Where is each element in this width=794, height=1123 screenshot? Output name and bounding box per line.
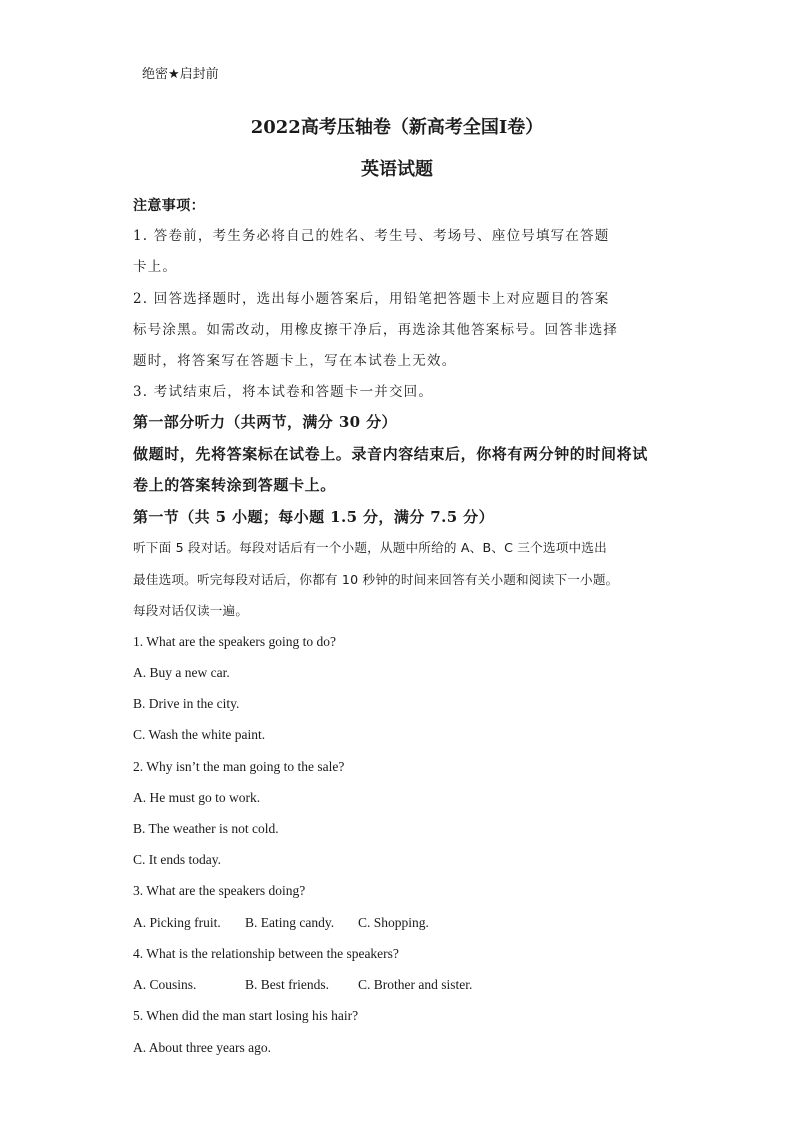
question-4-stem: 4. What is the relationship between the speakers? (133, 946, 399, 961)
question-2-option-a: A. He must go to work. (133, 790, 261, 805)
question-3-options (133, 914, 429, 932)
question-2-option-b: B. The weather is not cold. (133, 821, 279, 836)
part1-instruction-line-1: 做题时，先将答案标在试卷上。录音内容结束后，你将有两分钟的时间将试 (133, 445, 648, 463)
question-4-option-b: B. Best friends. (245, 977, 329, 992)
section1-line-1: 听下面 5 段对话。每段对话后有一个小题，从题中所给的 A、B、C 三个选项中选出 (133, 540, 607, 555)
question-1-option-b: B. Drive in the city. (133, 696, 240, 711)
question-5-stem: 5. When did the man start losing his hair? (133, 1008, 359, 1023)
notice-item-2-line-1: 2. 回答选择题时，选出每小题答案后，用铅笔把答题卡上对应题目的答案 (133, 291, 610, 307)
notice-item-2-line-3: 题时，将答案写在答题卡上，写在本试卷上无效。 (133, 353, 457, 369)
question-1-stem: 1. What are the speakers going to do? (133, 634, 336, 649)
notice-item-2-line-2: 标号涂黑。如需改动，用橡皮擦干净后，再选涂其他答案标号。回答非选择 (133, 322, 619, 338)
section1-line-3: 每段对话仅读一遍。 (133, 603, 249, 618)
part1-instruction-line-2: 卷上的答案转涂到答题卡上。 (133, 476, 336, 494)
question-5-option-a: A. About three years ago. (133, 1040, 271, 1055)
question-4-option-a: A. Cousins. (133, 977, 197, 992)
question-2-stem: 2. Why isn’t the man going to the sale? (133, 759, 345, 774)
notice-heading: 注意事项： (133, 198, 205, 214)
notice-item-1-line-2: 卡上。 (133, 259, 178, 275)
exam-title: 2022高考压轴卷（新高考全国I卷） (250, 117, 544, 138)
question-3-option-c: C. Shopping. (358, 915, 429, 930)
question-1-option-c: C. Wash the white paint. (133, 727, 266, 742)
section1-heading: 第一节（共 5 小题；每小题 1.5 分，满分 7.5 分） (133, 508, 494, 526)
question-3-option-b: B. Eating candy. (245, 915, 335, 930)
section1-line-2: 最佳选项。听完每段对话后，你都有 10 秒钟的时间来回答有关小题和阅读下一小题。 (133, 572, 619, 587)
question-3-stem: 3. What are the speakers doing? (133, 883, 306, 898)
notice-item-3: 3. 考试结束后，将本试卷和答题卡一并交回。 (133, 384, 434, 400)
question-3-option-a: A. Picking fruit. (133, 915, 221, 930)
question-4-option-c: C. Brother and sister. (358, 977, 473, 992)
part1-heading: 第一部分听力（共两节，满分 30 分） (133, 413, 397, 431)
confidential-label: 绝密★启封前 (142, 67, 219, 82)
exam-subtitle: 英语试题 (361, 159, 433, 180)
question-1-option-a: A. Buy a new car. (133, 665, 230, 680)
question-4-options (133, 976, 472, 994)
question-2-option-c: C. It ends today. (133, 852, 221, 867)
notice-item-1-line-1: 1. 答卷前，考生务必将自己的姓名、考生号、考场号、座位号填写在答题 (133, 228, 610, 244)
